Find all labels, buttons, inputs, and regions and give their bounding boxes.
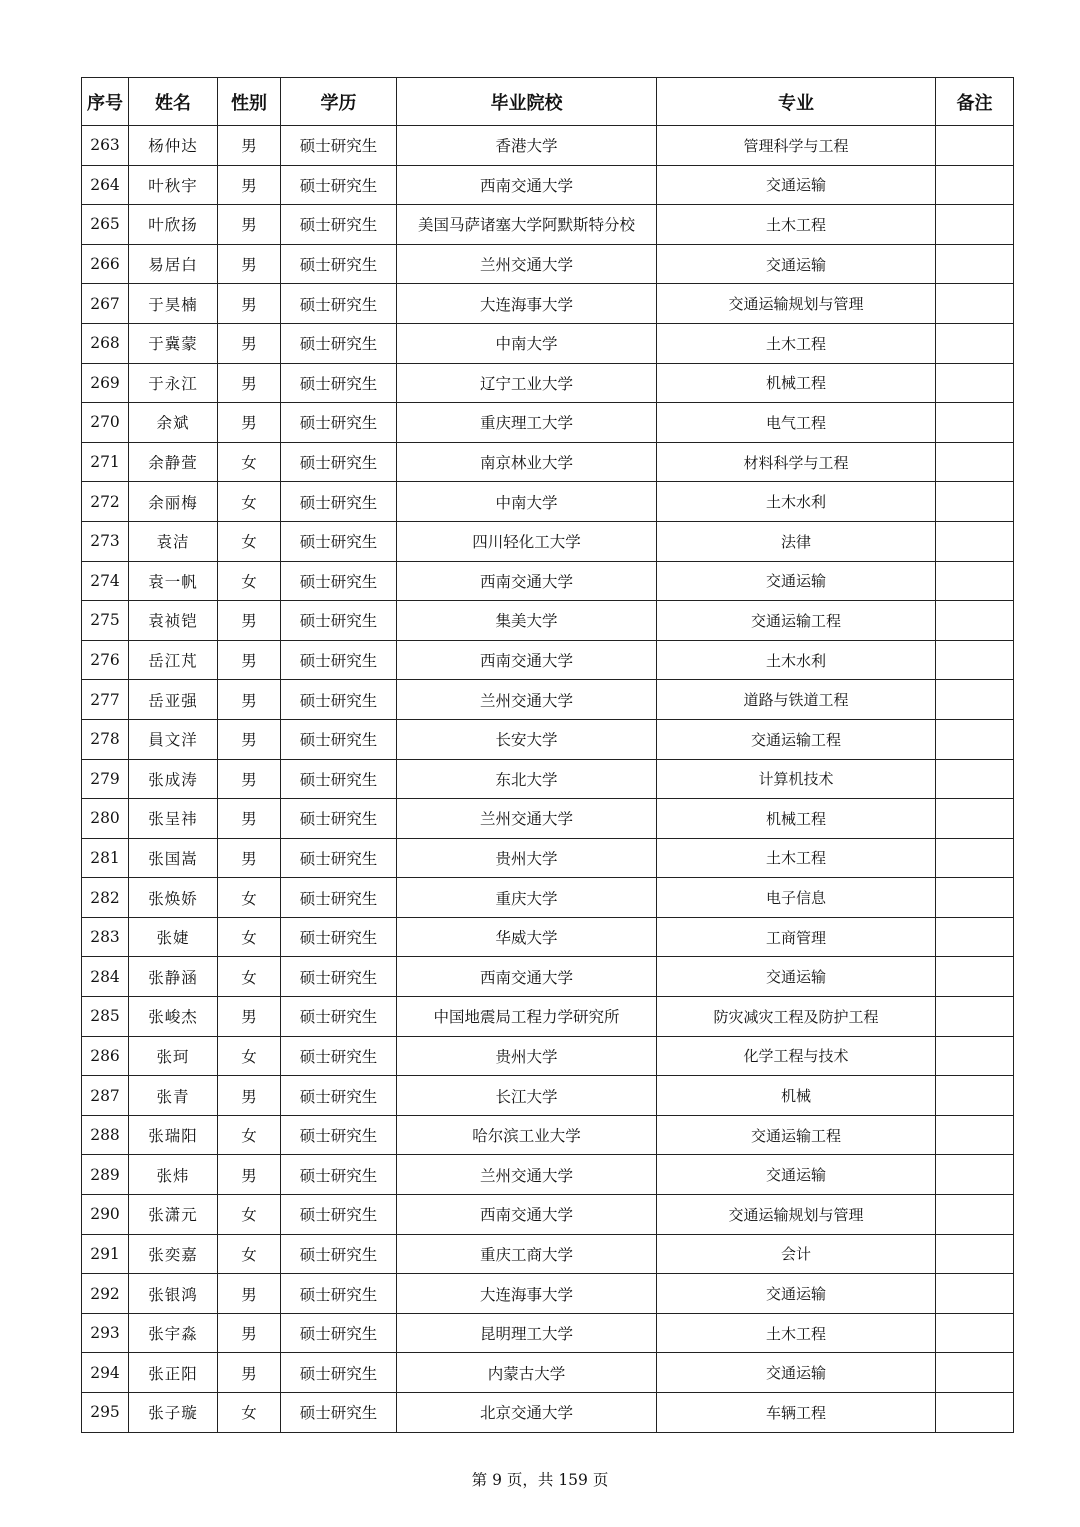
cell-remarks <box>936 482 1014 522</box>
cell-remarks <box>936 1313 1014 1353</box>
cell-major: 交通运输工程 <box>657 719 936 759</box>
cell-gender: 女 <box>218 1195 281 1235</box>
cell-major: 交通运输 <box>657 244 936 284</box>
table-row <box>82 917 1014 957</box>
cell-index: 281 <box>82 838 129 878</box>
cell-gender: 男 <box>218 1353 281 1393</box>
cell-remarks <box>936 838 1014 878</box>
cell-gender: 女 <box>218 442 281 482</box>
cell-school: 哈尔滨工业大学 <box>397 1115 657 1155</box>
cell-major: 会计 <box>657 1234 936 1274</box>
cell-major: 化学工程与技术 <box>657 1036 936 1076</box>
cell-name: 张宇淼 <box>129 1313 218 1353</box>
cell-school: 贵州大学 <box>397 1036 657 1076</box>
table-row <box>82 482 1014 522</box>
cell-gender: 男 <box>218 323 281 363</box>
table-row <box>82 126 1014 166</box>
cell-remarks <box>936 1234 1014 1274</box>
cell-index: 267 <box>82 284 129 324</box>
cell-remarks <box>936 759 1014 799</box>
table-row <box>82 1155 1014 1195</box>
cell-gender: 女 <box>218 482 281 522</box>
table-row <box>82 403 1014 443</box>
cell-remarks <box>936 284 1014 324</box>
header-gender: 性别 <box>218 78 281 126</box>
cell-degree: 硕士研究生 <box>281 244 397 284</box>
table-row <box>82 997 1014 1037</box>
cell-school: 中南大学 <box>397 482 657 522</box>
cell-degree: 硕士研究生 <box>281 917 397 957</box>
cell-index: 271 <box>82 442 129 482</box>
cell-degree: 硕士研究生 <box>281 561 397 601</box>
table-row <box>82 838 1014 878</box>
cell-degree: 硕士研究生 <box>281 957 397 997</box>
cell-remarks <box>936 917 1014 957</box>
cell-remarks <box>936 521 1014 561</box>
table-row <box>82 1076 1014 1116</box>
cell-remarks <box>936 126 1014 166</box>
cell-degree: 硕士研究生 <box>281 1195 397 1235</box>
cell-gender: 男 <box>218 799 281 839</box>
header-remarks: 备注 <box>936 78 1014 126</box>
cell-major: 土木水利 <box>657 482 936 522</box>
cell-name: 张瑞阳 <box>129 1115 218 1155</box>
cell-degree: 硕士研究生 <box>281 1234 397 1274</box>
cell-degree: 硕士研究生 <box>281 1274 397 1314</box>
cell-remarks <box>936 561 1014 601</box>
cell-name: 叶秋宇 <box>129 165 218 205</box>
cell-school: 西南交通大学 <box>397 165 657 205</box>
cell-remarks <box>936 1155 1014 1195</box>
cell-degree: 硕士研究生 <box>281 521 397 561</box>
cell-major: 交通运输 <box>657 1274 936 1314</box>
cell-gender: 女 <box>218 1234 281 1274</box>
cell-index: 280 <box>82 799 129 839</box>
cell-gender: 男 <box>218 1313 281 1353</box>
cell-degree: 硕士研究生 <box>281 1353 397 1393</box>
cell-name: 岳亚强 <box>129 680 218 720</box>
table-row <box>82 1195 1014 1235</box>
cell-name: 于昊楠 <box>129 284 218 324</box>
cell-remarks <box>936 1353 1014 1393</box>
cell-degree: 硕士研究生 <box>281 363 397 403</box>
table-row <box>82 165 1014 205</box>
cell-index: 274 <box>82 561 129 601</box>
cell-gender: 女 <box>218 878 281 918</box>
table-row <box>82 1353 1014 1393</box>
cell-name: 张婕 <box>129 917 218 957</box>
cell-gender: 男 <box>218 1155 281 1195</box>
cell-name: 张银鸿 <box>129 1274 218 1314</box>
cell-index: 289 <box>82 1155 129 1195</box>
header-row <box>82 78 1014 126</box>
cell-school: 重庆理工大学 <box>397 403 657 443</box>
header-degree: 学历 <box>281 78 397 126</box>
cell-remarks <box>936 997 1014 1037</box>
cell-degree: 硕士研究生 <box>281 997 397 1037</box>
cell-remarks <box>936 680 1014 720</box>
cell-name: 袁祯铠 <box>129 601 218 641</box>
cell-major: 交通运输工程 <box>657 601 936 641</box>
cell-major: 交通运输规划与管理 <box>657 284 936 324</box>
cell-gender: 女 <box>218 1036 281 1076</box>
cell-degree: 硕士研究生 <box>281 878 397 918</box>
header-name: 姓名 <box>129 78 218 126</box>
cell-name: 袁洁 <box>129 521 218 561</box>
cell-degree: 硕士研究生 <box>281 126 397 166</box>
cell-major: 车辆工程 <box>657 1393 936 1433</box>
cell-school: 辽宁工业大学 <box>397 363 657 403</box>
table-row <box>82 1036 1014 1076</box>
cell-gender: 女 <box>218 521 281 561</box>
cell-gender: 男 <box>218 363 281 403</box>
cell-name: 袁一帆 <box>129 561 218 601</box>
table-row <box>82 521 1014 561</box>
cell-major: 土木工程 <box>657 1313 936 1353</box>
cell-degree: 硕士研究生 <box>281 601 397 641</box>
cell-gender: 男 <box>218 680 281 720</box>
table-row <box>82 1313 1014 1353</box>
cell-school: 内蒙古大学 <box>397 1353 657 1393</box>
cell-school: 长安大学 <box>397 719 657 759</box>
cell-gender: 男 <box>218 640 281 680</box>
cell-major: 交通运输 <box>657 561 936 601</box>
roster-table <box>81 77 1014 1433</box>
cell-school: 西南交通大学 <box>397 561 657 601</box>
cell-major: 道路与铁道工程 <box>657 680 936 720</box>
cell-degree: 硕士研究生 <box>281 403 397 443</box>
cell-remarks <box>936 205 1014 245</box>
cell-name: 易居白 <box>129 244 218 284</box>
cell-remarks <box>936 442 1014 482</box>
cell-school: 东北大学 <box>397 759 657 799</box>
cell-degree: 硕士研究生 <box>281 838 397 878</box>
table-row <box>82 1274 1014 1314</box>
cell-major: 机械工程 <box>657 363 936 403</box>
cell-index: 269 <box>82 363 129 403</box>
cell-name: 张青 <box>129 1076 218 1116</box>
cell-school: 中国地震局工程力学研究所 <box>397 997 657 1037</box>
page-footer: 第 9 页，共 159 页 <box>471 1471 609 1489</box>
cell-remarks <box>936 1076 1014 1116</box>
cell-remarks <box>936 244 1014 284</box>
cell-degree: 硕士研究生 <box>281 759 397 799</box>
cell-remarks <box>936 165 1014 205</box>
cell-name: 員文洋 <box>129 719 218 759</box>
cell-name: 张峻杰 <box>129 997 218 1037</box>
header-school: 毕业院校 <box>397 78 657 126</box>
table-row <box>82 205 1014 245</box>
cell-gender: 女 <box>218 1393 281 1433</box>
cell-name: 张成涛 <box>129 759 218 799</box>
cell-name: 张正阳 <box>129 1353 218 1393</box>
cell-name: 杨仲达 <box>129 126 218 166</box>
cell-school: 北京交通大学 <box>397 1393 657 1433</box>
cell-remarks <box>936 1115 1014 1155</box>
cell-index: 293 <box>82 1313 129 1353</box>
cell-major: 交通运输 <box>657 165 936 205</box>
cell-gender: 男 <box>218 403 281 443</box>
cell-school: 集美大学 <box>397 601 657 641</box>
cell-major: 交通运输 <box>657 1155 936 1195</box>
cell-major: 防灾减灾工程及防护工程 <box>657 997 936 1037</box>
cell-major: 交通运输 <box>657 957 936 997</box>
cell-index: 265 <box>82 205 129 245</box>
table-row <box>82 323 1014 363</box>
cell-index: 272 <box>82 482 129 522</box>
header-index: 序号 <box>82 78 129 126</box>
cell-index: 275 <box>82 601 129 641</box>
cell-name: 余丽梅 <box>129 482 218 522</box>
cell-degree: 硕士研究生 <box>281 442 397 482</box>
cell-school: 香港大学 <box>397 126 657 166</box>
cell-index: 284 <box>82 957 129 997</box>
cell-gender: 男 <box>218 126 281 166</box>
cell-index: 273 <box>82 521 129 561</box>
cell-gender: 男 <box>218 719 281 759</box>
cell-major: 计算机技术 <box>657 759 936 799</box>
cell-gender: 女 <box>218 1115 281 1155</box>
cell-major: 交通运输 <box>657 1353 936 1393</box>
cell-index: 286 <box>82 1036 129 1076</box>
cell-major: 交通运输工程 <box>657 1115 936 1155</box>
cell-index: 279 <box>82 759 129 799</box>
table-row <box>82 601 1014 641</box>
cell-gender: 男 <box>218 838 281 878</box>
cell-major: 土木工程 <box>657 205 936 245</box>
table-row <box>82 363 1014 403</box>
cell-major: 土木工程 <box>657 838 936 878</box>
cell-remarks <box>936 1274 1014 1314</box>
cell-school: 美国马萨诸塞大学阿默斯特分校 <box>397 205 657 245</box>
cell-school: 兰州交通大学 <box>397 799 657 839</box>
header-major: 专业 <box>657 78 936 126</box>
table-body <box>82 126 1014 1433</box>
cell-gender: 男 <box>218 759 281 799</box>
cell-remarks <box>936 719 1014 759</box>
table-row <box>82 1234 1014 1274</box>
table-row <box>82 561 1014 601</box>
cell-degree: 硕士研究生 <box>281 680 397 720</box>
cell-school: 西南交通大学 <box>397 957 657 997</box>
table-row <box>82 1393 1014 1433</box>
cell-degree: 硕士研究生 <box>281 205 397 245</box>
cell-name: 张子璇 <box>129 1393 218 1433</box>
cell-major: 电子信息 <box>657 878 936 918</box>
cell-name: 张国嵩 <box>129 838 218 878</box>
cell-name: 余斌 <box>129 403 218 443</box>
cell-major: 法律 <box>657 521 936 561</box>
cell-school: 贵州大学 <box>397 838 657 878</box>
cell-remarks <box>936 363 1014 403</box>
cell-remarks <box>936 799 1014 839</box>
cell-index: 263 <box>82 126 129 166</box>
cell-degree: 硕士研究生 <box>281 482 397 522</box>
cell-name: 张静涵 <box>129 957 218 997</box>
cell-major: 土木工程 <box>657 323 936 363</box>
cell-index: 277 <box>82 680 129 720</box>
cell-index: 278 <box>82 719 129 759</box>
cell-index: 266 <box>82 244 129 284</box>
cell-index: 292 <box>82 1274 129 1314</box>
table-row <box>82 244 1014 284</box>
cell-gender: 男 <box>218 205 281 245</box>
cell-index: 270 <box>82 403 129 443</box>
cell-remarks <box>936 323 1014 363</box>
cell-gender: 男 <box>218 244 281 284</box>
cell-index: 290 <box>82 1195 129 1235</box>
cell-index: 282 <box>82 878 129 918</box>
cell-degree: 硕士研究生 <box>281 1036 397 1076</box>
cell-remarks <box>936 1393 1014 1433</box>
cell-name: 叶欣扬 <box>129 205 218 245</box>
cell-school: 昆明理工大学 <box>397 1313 657 1353</box>
cell-name: 于永江 <box>129 363 218 403</box>
cell-index: 291 <box>82 1234 129 1274</box>
cell-school: 长江大学 <box>397 1076 657 1116</box>
cell-school: 重庆大学 <box>397 878 657 918</box>
cell-gender: 男 <box>218 165 281 205</box>
cell-major: 机械 <box>657 1076 936 1116</box>
table-row <box>82 284 1014 324</box>
cell-degree: 硕士研究生 <box>281 323 397 363</box>
cell-gender: 女 <box>218 561 281 601</box>
cell-degree: 硕士研究生 <box>281 165 397 205</box>
cell-gender: 女 <box>218 957 281 997</box>
table-row <box>82 640 1014 680</box>
cell-school: 兰州交通大学 <box>397 1155 657 1195</box>
cell-index: 285 <box>82 997 129 1037</box>
cell-name: 于冀蒙 <box>129 323 218 363</box>
cell-name: 张潇元 <box>129 1195 218 1235</box>
cell-index: 295 <box>82 1393 129 1433</box>
cell-index: 283 <box>82 917 129 957</box>
cell-name: 张珂 <box>129 1036 218 1076</box>
cell-remarks <box>936 957 1014 997</box>
cell-name: 岳江芃 <box>129 640 218 680</box>
cell-degree: 硕士研究生 <box>281 1155 397 1195</box>
table-row <box>82 680 1014 720</box>
cell-gender: 男 <box>218 1274 281 1314</box>
cell-school: 中南大学 <box>397 323 657 363</box>
cell-school: 西南交通大学 <box>397 1195 657 1235</box>
cell-major: 工商管理 <box>657 917 936 957</box>
table-row <box>82 442 1014 482</box>
cell-school: 重庆工商大学 <box>397 1234 657 1274</box>
table-row <box>82 719 1014 759</box>
cell-school: 南京林业大学 <box>397 442 657 482</box>
cell-name: 张呈祎 <box>129 799 218 839</box>
cell-degree: 硕士研究生 <box>281 284 397 324</box>
cell-major: 交通运输规划与管理 <box>657 1195 936 1235</box>
cell-degree: 硕士研究生 <box>281 1076 397 1116</box>
table-row <box>82 1115 1014 1155</box>
cell-index: 288 <box>82 1115 129 1155</box>
cell-remarks <box>936 601 1014 641</box>
cell-name: 张炜 <box>129 1155 218 1195</box>
cell-degree: 硕士研究生 <box>281 640 397 680</box>
cell-index: 268 <box>82 323 129 363</box>
cell-remarks <box>936 403 1014 443</box>
cell-remarks <box>936 878 1014 918</box>
cell-name: 余静萱 <box>129 442 218 482</box>
cell-remarks <box>936 1036 1014 1076</box>
cell-gender: 女 <box>218 917 281 957</box>
table-row <box>82 957 1014 997</box>
cell-school: 大连海事大学 <box>397 1274 657 1314</box>
table-row <box>82 878 1014 918</box>
table-row <box>82 759 1014 799</box>
cell-index: 276 <box>82 640 129 680</box>
cell-name: 张焕娇 <box>129 878 218 918</box>
cell-major: 管理科学与工程 <box>657 126 936 166</box>
cell-gender: 男 <box>218 1076 281 1116</box>
cell-major: 机械工程 <box>657 799 936 839</box>
cell-index: 287 <box>82 1076 129 1116</box>
cell-school: 四川轻化工大学 <box>397 521 657 561</box>
cell-major: 材料科学与工程 <box>657 442 936 482</box>
cell-gender: 男 <box>218 997 281 1037</box>
cell-degree: 硕士研究生 <box>281 1393 397 1433</box>
cell-major: 土木水利 <box>657 640 936 680</box>
cell-index: 294 <box>82 1353 129 1393</box>
cell-school: 兰州交通大学 <box>397 244 657 284</box>
cell-degree: 硕士研究生 <box>281 799 397 839</box>
cell-gender: 男 <box>218 284 281 324</box>
cell-degree: 硕士研究生 <box>281 1313 397 1353</box>
cell-name: 张奕嘉 <box>129 1234 218 1274</box>
cell-remarks <box>936 640 1014 680</box>
cell-school: 兰州交通大学 <box>397 680 657 720</box>
cell-major: 电气工程 <box>657 403 936 443</box>
cell-school: 华威大学 <box>397 917 657 957</box>
cell-degree: 硕士研究生 <box>281 1115 397 1155</box>
cell-index: 264 <box>82 165 129 205</box>
cell-degree: 硕士研究生 <box>281 719 397 759</box>
cell-school: 西南交通大学 <box>397 640 657 680</box>
cell-remarks <box>936 1195 1014 1235</box>
table-row <box>82 799 1014 839</box>
cell-gender: 男 <box>218 601 281 641</box>
cell-school: 大连海事大学 <box>397 284 657 324</box>
